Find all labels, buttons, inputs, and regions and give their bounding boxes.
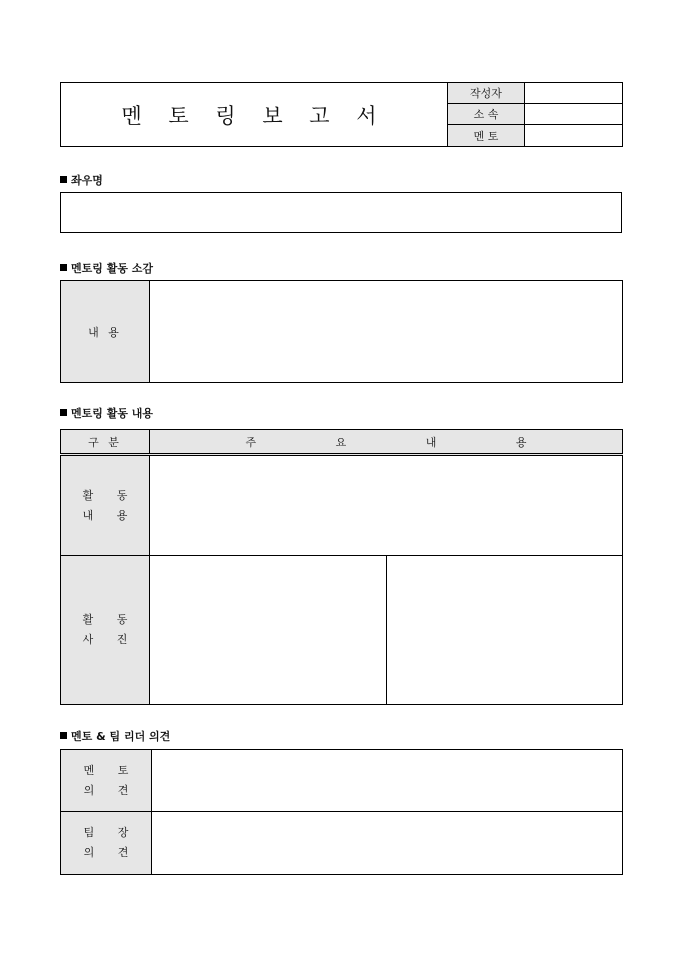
activity-photo-right[interactable] bbox=[387, 556, 623, 705]
mentor-label: 멘 토 bbox=[448, 125, 525, 147]
affiliation-label: 소 속 bbox=[448, 104, 525, 125]
activity-content-row-label: 활 동 내 용 bbox=[61, 455, 150, 556]
activity-content-field[interactable] bbox=[150, 455, 623, 556]
author-label: 작성자 bbox=[448, 83, 525, 104]
team-leader-opinion-label: 팀 장 의 견 bbox=[61, 812, 152, 875]
activity-col-main-content: 주 요 내 용 bbox=[150, 430, 623, 455]
document-title: 멘 토 링 보 고 서 bbox=[121, 103, 387, 128]
section-title-opinions: 멘토 & 팀 리더 의견 bbox=[60, 728, 170, 744]
mentor-opinion-field[interactable] bbox=[152, 750, 623, 812]
activity-col-category: 구 분 bbox=[61, 430, 150, 455]
activity-table bbox=[60, 429, 623, 705]
team-leader-opinion-field[interactable] bbox=[152, 812, 623, 875]
square-bullet-icon bbox=[60, 732, 67, 739]
author-field[interactable] bbox=[525, 83, 623, 104]
impressions-content-field[interactable] bbox=[150, 281, 623, 383]
opinions-table bbox=[60, 749, 623, 875]
activity-photo-row-label: 활 동 사 진 bbox=[61, 556, 150, 705]
mentor-opinion-label: 멘 토 의 견 bbox=[61, 750, 152, 812]
header-table bbox=[60, 82, 623, 147]
section-title-motto: 좌우명 bbox=[60, 172, 103, 188]
section-title-activity: 멘토링 활동 내용 bbox=[60, 405, 153, 421]
impressions-row-label: 내 용 bbox=[61, 281, 150, 383]
document-title-cell bbox=[61, 83, 448, 147]
affiliation-field[interactable] bbox=[525, 104, 623, 125]
mentor-field[interactable] bbox=[525, 125, 623, 147]
impressions-table bbox=[60, 280, 623, 383]
square-bullet-icon bbox=[60, 176, 67, 183]
motto-box[interactable] bbox=[60, 192, 622, 233]
section-title-impressions: 멘토링 활동 소감 bbox=[60, 260, 153, 276]
square-bullet-icon bbox=[60, 409, 67, 416]
activity-photo-left[interactable] bbox=[150, 556, 387, 705]
square-bullet-icon bbox=[60, 264, 67, 271]
